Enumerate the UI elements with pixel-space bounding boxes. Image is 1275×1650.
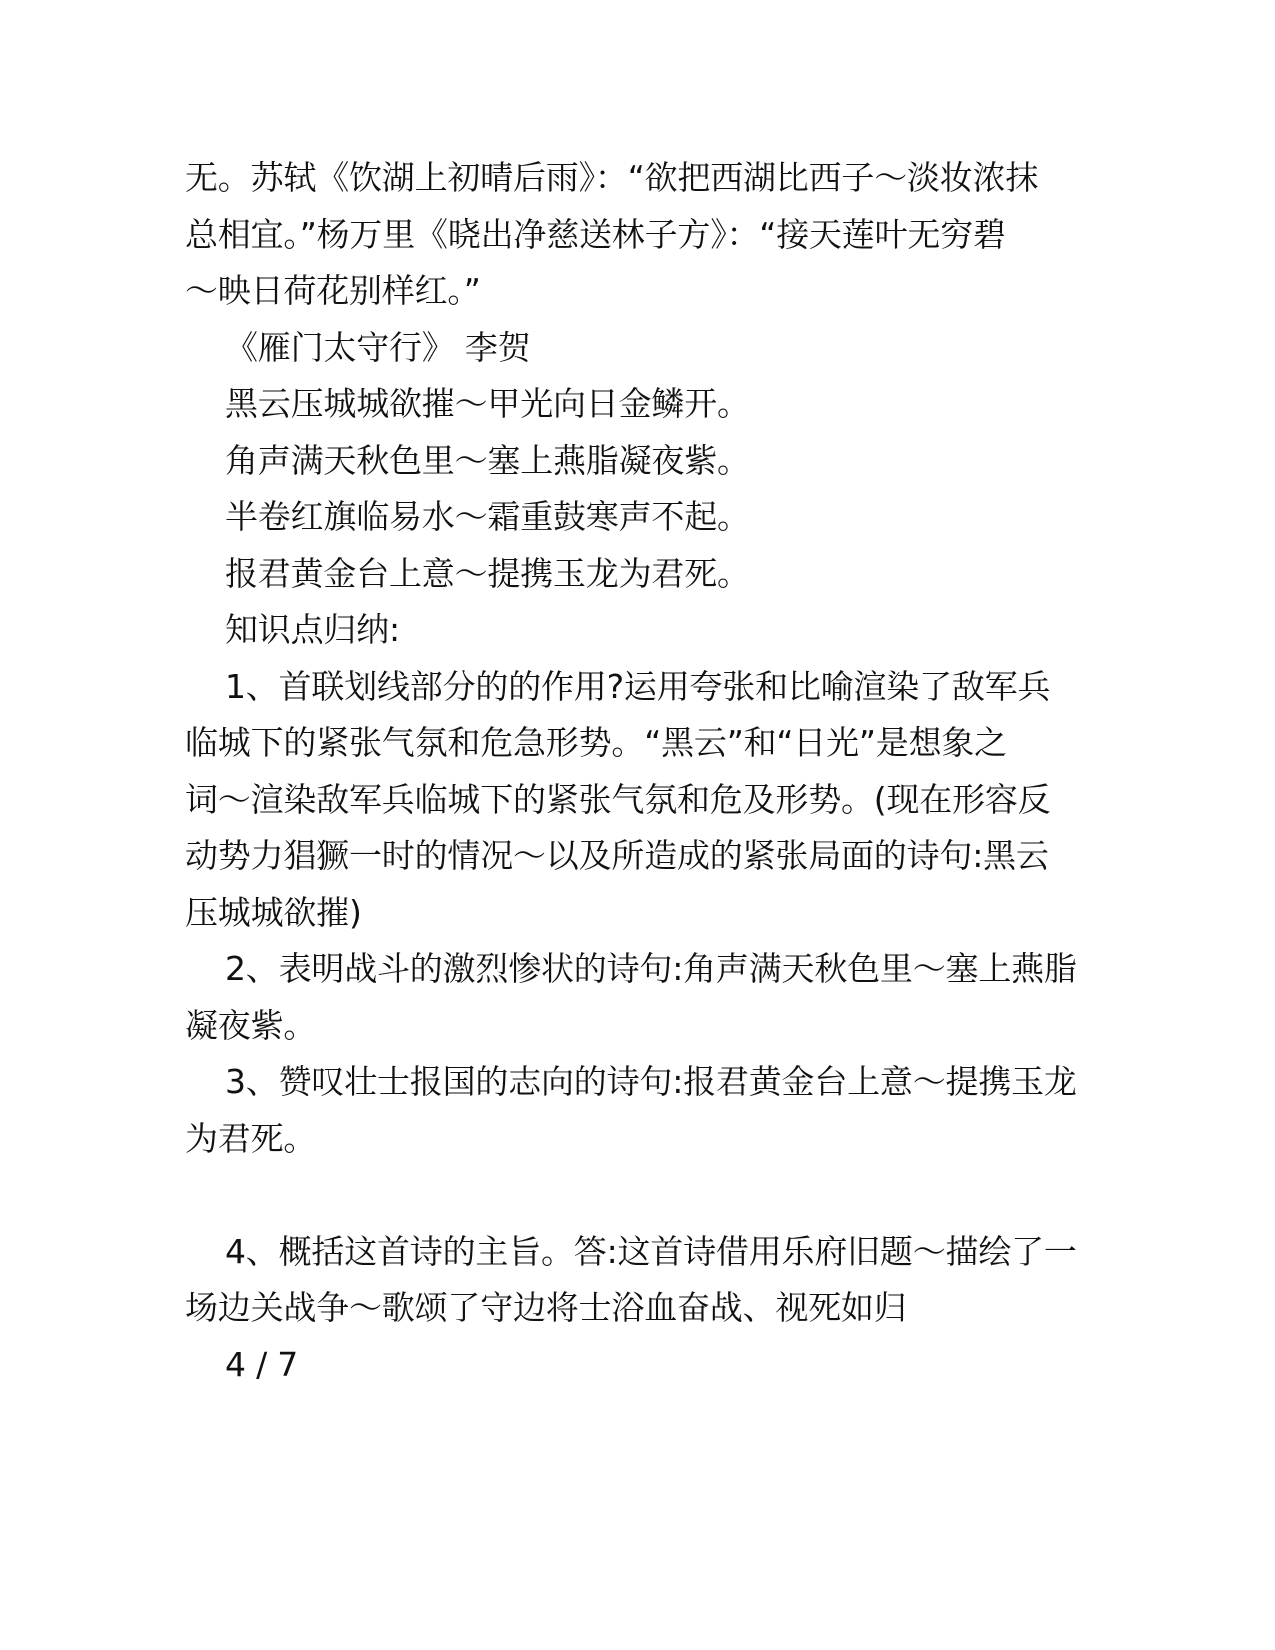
text-line: 1、首联划线部分的的作用?运用夸张和比喻渲染了敌军兵 [225, 666, 1051, 706]
text-line: 总相宜。”杨万里《晓出净慈送林子方》：“接天莲叶无穷碧 [185, 214, 1006, 254]
text-line: 2、表明战斗的激烈惨状的诗句:角声满天秋色里～塞上燕脂 [225, 949, 1077, 988]
text-line: 词～渲染敌军兵临城下的紧张气氛和危及形势。(现在形容反 [185, 779, 1051, 819]
poem-line: 角声满天秋色里～塞上燕脂凝夜紫。 [225, 440, 750, 480]
text-line: ～映日荷花别样红。” [185, 271, 481, 310]
text-line: 为君死。 [185, 1118, 317, 1158]
paragraph-gap [185, 1167, 1080, 1224]
text-line: 临城下的紧张气氛和危急形势。“黑云”和“日光”是想象之 [185, 723, 1007, 762]
text-line: 无。苏轼《饮湖上初晴后雨》：“欲把西湖比西子～淡妆浓抹 [185, 158, 1039, 197]
poem-line: 黑云压城城欲摧～甲光向日金鳞开。 [225, 384, 750, 423]
text-line: 3、赞叹壮士报国的志向的诗句:报君黄金台上意～提携玉龙 [225, 1062, 1077, 1101]
poem-line: 报君黄金台上意～提携玉龙为君死。 [225, 553, 750, 593]
text-line: 压城城欲摧) [185, 892, 362, 932]
page-number: 4 / 7 [225, 1344, 299, 1384]
document-body [185, 150, 1080, 1393]
text-line: 场边关战争～歌颂了守边将士浴血奋战、视死如归 [185, 1288, 907, 1327]
section-heading: 知识点归纳: [225, 610, 400, 649]
text-line: 凝夜紫。 [185, 1005, 317, 1045]
text-line: 4、概括这首诗的主旨。答:这首诗借用乐府旧题～描绘了一 [225, 1231, 1077, 1271]
text-line: 动势力猖獗一时的情况～以及所造成的紧张局面的诗句:黑云 [185, 836, 1049, 875]
poem-line: 半卷红旗临易水～霜重鼓寒声不起。 [225, 497, 750, 536]
poem-title: 《雁门太守行》 李贺 [225, 327, 531, 367]
